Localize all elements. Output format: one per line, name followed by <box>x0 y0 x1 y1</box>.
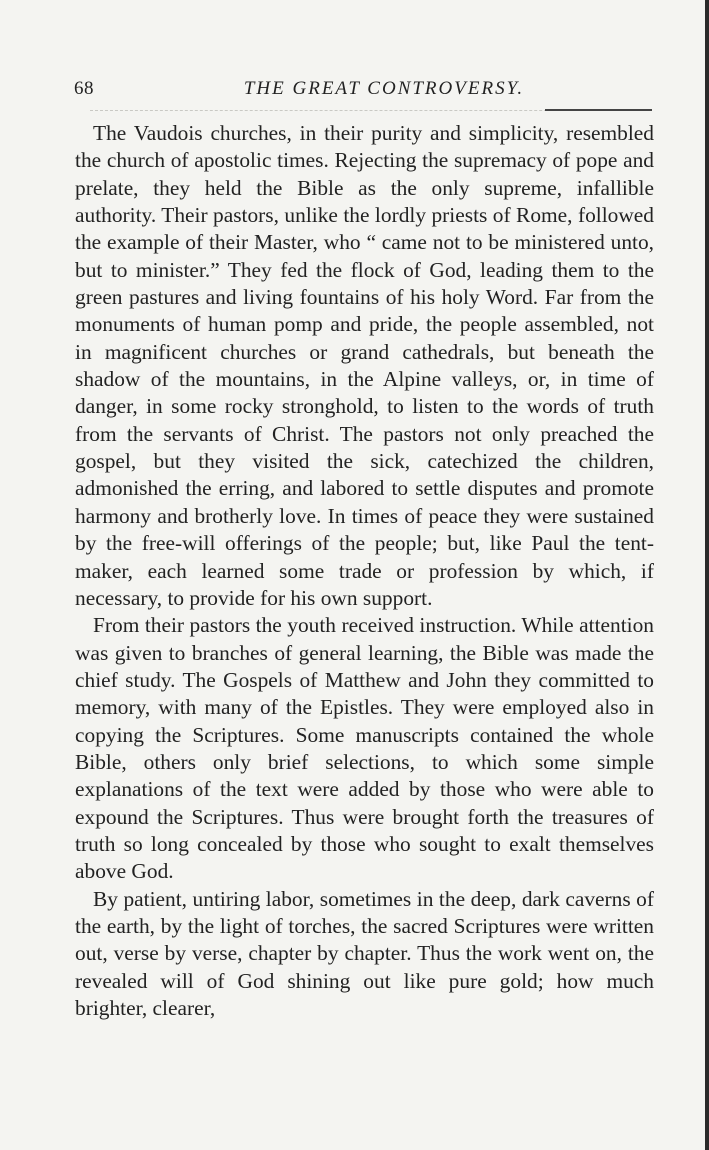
body-text <box>75 120 654 1022</box>
page-edge-shadow <box>705 0 709 1150</box>
running-head: THE GREAT CONTROVERSY. <box>243 78 525 99</box>
page-number: 68 <box>74 78 94 99</box>
page-header <box>74 78 654 102</box>
paragraph-patient-labor: By patient, untiring labor, sometimes in the deep, dark caverns of the earth, by the light of torches, the sacred Scriptures were written out, verse by verse, chapter by chapter. Thus the work went on, the revealed will of God shining out like pure gold; how much brighter, clearer, <box>75 886 654 1020</box>
paragraph-youth-instruction: From their pastors the youth received instruction. While attention was given to branches of general learning, the Bible was made the chief study. The Gospels of Matthew and John they committed to memory, with many of the Epistles. They were employed also in copying the Scriptures. Some manuscripts contained the whole Bible, others only brief selections, to which some simple explanations of the text were added by those who were able to expound the Scriptures. Thus were brought forth the treasures of truth so long concealed by those who sought to exalt themselves above God. <box>75 613 654 884</box>
header-rule-solid <box>545 109 652 111</box>
paragraph-vaudois-churches: The Vaudois churches, in their purity and simplicity, resembled the church of apostolic times. Rejecting the supremacy of pope and prelate, they held the Bible as the only supreme, infallible authority. Their pastors, unlike the lordly priests of Rome, followed the example of their Master, who “ came not to be ministered unto, but to minister.” They fed the flock of God, leading them to the green pastures and living fountains of his holy Word. Far from the monuments of human pomp and pride, the people assembled, not in magnificent churches or grand cathedrals, but beneath the shadow of the mountains, in the Alpine valleys, or, in time of danger, in some rocky stronghold, to listen to the words of truth from the servants of Christ. The pastors not only preached the gospel, but they visited the sick, catechized the children, admonished the erring, and labored to settle disputes and promote harmony and brotherly love. In times of peace they were sustained by the free-will offerings of the people; but, like Paul the tent-maker, each learned some trade or profession by which, if necessary, to provide for his own support. <box>75 121 654 610</box>
